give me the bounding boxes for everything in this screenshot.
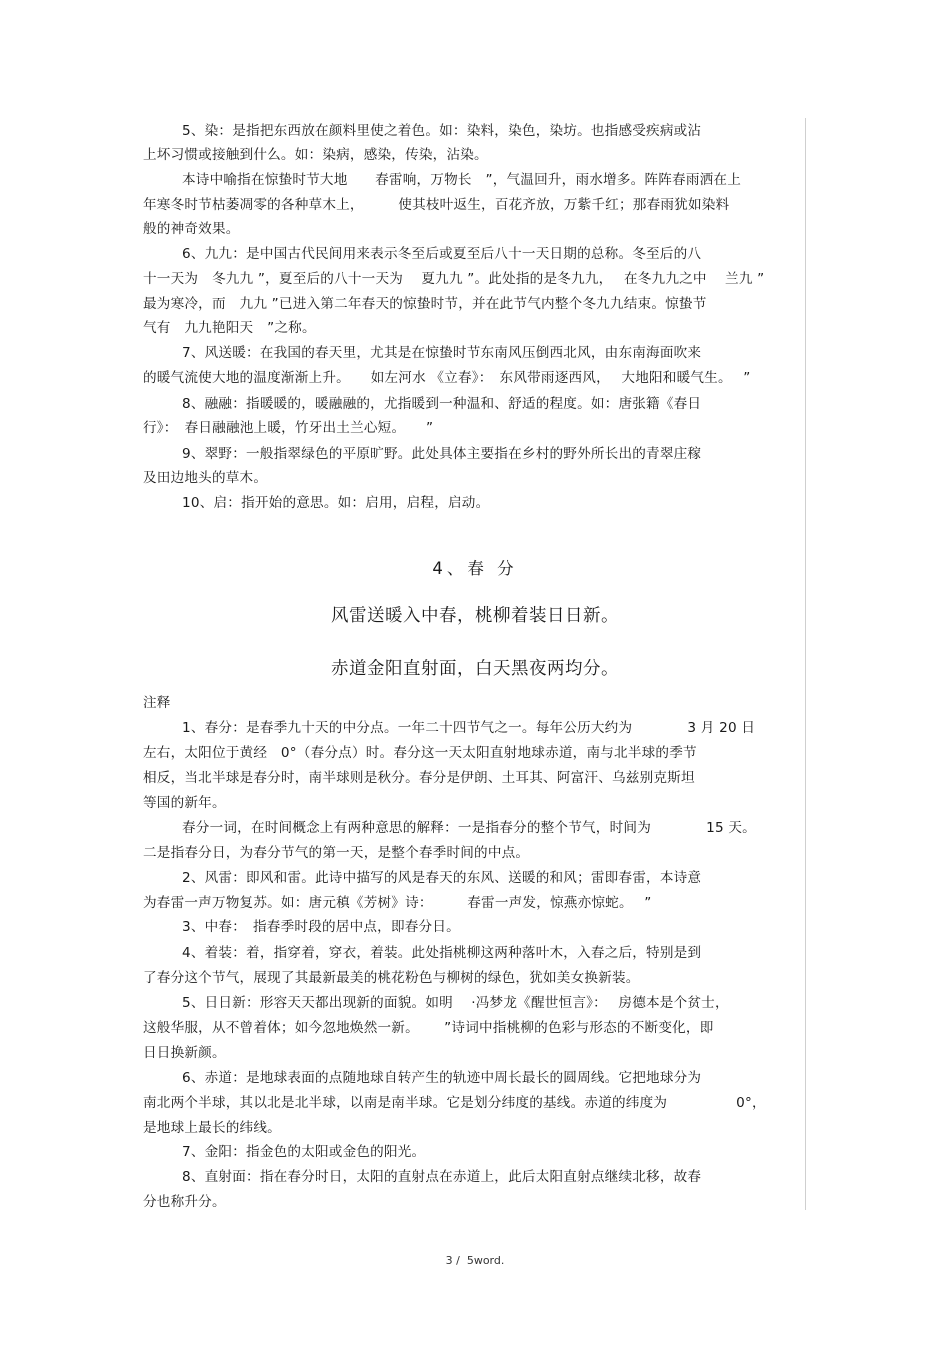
text-line: 行》： 春日融融池上暖，竹牙出土兰心短。 ” <box>143 420 434 436</box>
notes-label: 注释 <box>143 695 171 711</box>
text-line: 的暖气流使大地的温度渐渐上升。 如左河水 《立春》： 东风带雨逐西风， 大地阳和暖气生。 ” <box>143 370 751 386</box>
text-line: 日日换新颜。 <box>143 1045 226 1061</box>
poem-line-1: 风雷送暖入中春，桃柳着装日日新。 <box>331 606 619 626</box>
text-line: 分也称升分。 <box>143 1194 226 1210</box>
text-line: 等国的新年。 <box>143 795 226 811</box>
text-line: 3、中春： 指春季时段的居中点，即春分日。 <box>182 919 460 935</box>
text-line: 1、春分：是春季九十天的中分点。一年二十四节气之一。每年公历大约为 3 月 20 日 <box>182 720 756 736</box>
section-title: 4、春 分 <box>432 559 518 578</box>
text-line: 8、直射面：指在春分时日，太阳的直射点在赤道上，此后太阳直射点继续北移，故春 <box>182 1169 702 1185</box>
text-line: 9、翠野：一般指翠绿色的平原旷野。此处具体主要指在乡村的野外所长出的青翠庄稼 <box>182 446 702 462</box>
poem-line-2: 赤道金阳直射面，白天黑夜两均分。 <box>331 659 619 679</box>
text-line: 8、融融：指暖暖的，暖融融的，尤指暖到一种温和、舒适的程度。如：唐张籍《春日 <box>182 396 702 412</box>
text-line: 7、金阳：指金色的太阳或金色的阳光。 <box>182 1144 426 1160</box>
text-line: 上坏习惯或接触到什么。如：染病，感染，传染，沾染。 <box>143 147 488 163</box>
text-line: 年寒冬时节枯萎凋零的各种草木上， 使其枝叶返生，百花齐放，万紫千红；那春雨犹如染料 <box>143 197 730 213</box>
text-line: 10、启：指开始的意思。如：启用，启程，启动。 <box>182 495 490 511</box>
text-line: 4、着装：着，指穿着，穿衣，着装。此处指桃柳这两种落叶木，入春之后，特别是到 <box>182 945 702 961</box>
text-line: 般的神奇效果。 <box>143 221 240 237</box>
text-line: 7、风送暖：在我国的春天里，尤其是在惊蛰时节东南风压倒西北风，由东南海面吹来 <box>182 345 702 361</box>
text-line: 5、日日新：形容天天都出现新的面貌。如明 ·冯梦龙《醒世恒言》： 房德本是个贫士， <box>182 995 729 1011</box>
page-footer: 3 / 5word. <box>445 1254 505 1267</box>
text-line: 左右，太阳位于黄经 0°（春分点）时。春分这一天太阳直射地球赤道，南与北半球的季节 <box>143 745 697 761</box>
text-line: 十一天为 冬九九 ”，夏至后的八十一天为 夏九九 ”。此处指的是冬九九， 在冬九九之中 兰九 ” <box>143 271 765 287</box>
text-line: 了春分这个节气，展现了其最新最美的桃花粉色与柳树的绿色，犹如美女换新装。 <box>143 970 640 986</box>
text-line: 最为寒冷，而 九九 ”已进入第二年春天的惊蛰时节，并在此节气内整个冬九九结束。惊蛰节 <box>143 296 707 312</box>
text-line: 本诗中喻指在惊蛰时节大地 春雷响，万物长 ”，气温回升，雨水增多。阵阵春雨洒在上 <box>182 172 741 188</box>
text-line: 这般华服，从不曾着体；如今忽地焕然一新。 ”诗词中指桃柳的色彩与形态的不断变化，即 <box>143 1020 714 1036</box>
text-line: 二是指春分日，为春分节气的第一天，是整个春季时间的中点。 <box>143 845 530 861</box>
text-line: 6、九九：是中国古代民间用来表示冬至后或夏至后八十一天日期的总称。冬至后的八 <box>182 246 702 262</box>
text-line: 为春雷一声万物复苏。如：唐元稹《芳树》诗： 春雷一声发，惊燕亦惊蛇。 ” <box>143 895 652 911</box>
text-line: 相反，当北半球是春分时，南半球则是秋分。春分是伊朗、土耳其、阿富汗、乌兹别克斯坦 <box>143 770 695 786</box>
text-line: 是地球上最长的纬线。 <box>143 1120 281 1136</box>
text-line: 6、赤道：是地球表面的点随地球自转产生的轨迹中周长最长的圆周线。它把地球分为 <box>182 1070 702 1086</box>
text-line: 春分一词，在时间概念上有两种意思的解释：一是指春分的整个节气，时间为 15 天。 <box>182 820 756 836</box>
text-line: 5、染：是指把东西放在颜料里使之着色。如：染料，染色，染坊。也指感受疾病或沾 <box>182 123 702 139</box>
text-line: 气有 九九艳阳天 ”之称。 <box>143 320 316 336</box>
text-line: 及田边地头的草木。 <box>143 470 268 486</box>
text-line: 2、风雷：即风和雷。此诗中描写的风是春天的东风、送暖的和风；雷即春雷，本诗意 <box>182 870 702 886</box>
text-line: 南北两个半球，其以北是北半球，以南是南半球。它是划分纬度的基线。赤道的纬度为 0°， <box>143 1095 766 1111</box>
